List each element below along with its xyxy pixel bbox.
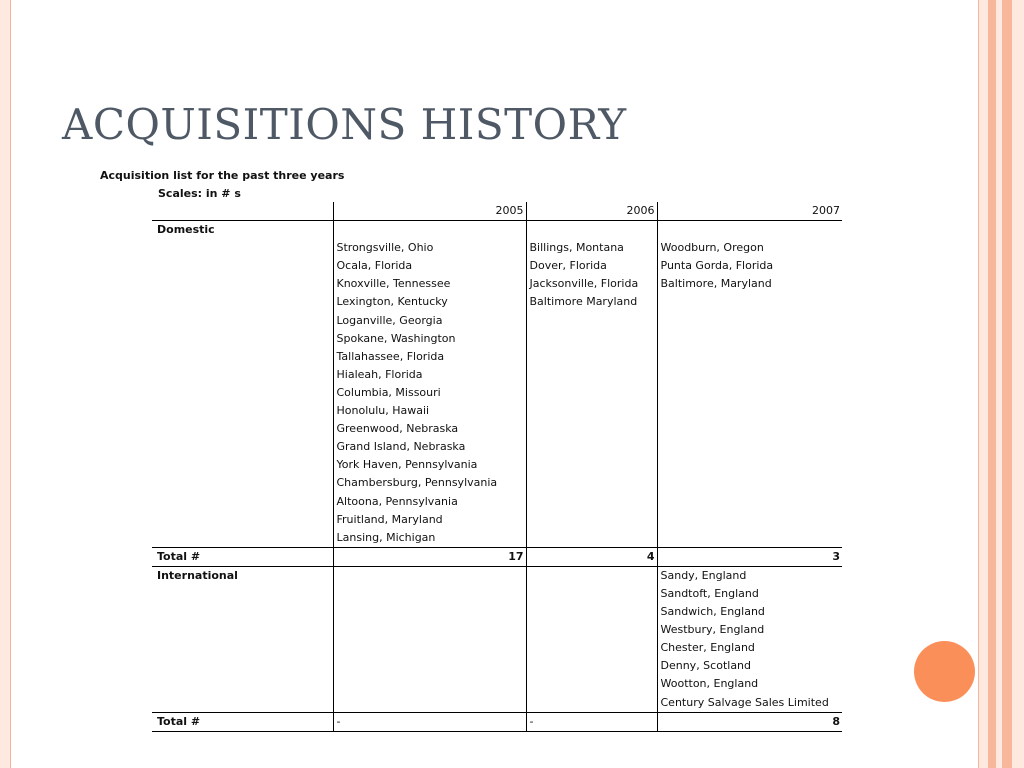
acquisition-location — [333, 603, 526, 621]
domestic-total-value: 3 — [657, 547, 842, 566]
table-row — [152, 420, 842, 438]
slide-frame-left — [0, 0, 11, 768]
table-row — [152, 293, 842, 311]
table-row — [152, 384, 842, 402]
acquisition-location — [526, 566, 657, 585]
acquisition-location — [657, 330, 842, 348]
acquisition-location — [526, 348, 657, 366]
acquisition-location: Sandy, England — [657, 566, 842, 585]
acquisition-location: Tallahassee, Florida — [333, 348, 526, 366]
acquisition-location: Strongsville, Ohio — [333, 239, 526, 257]
acquisition-location — [526, 529, 657, 548]
international-section-label: International — [157, 568, 238, 582]
acquisition-location: Grand Island, Nebraska — [333, 438, 526, 456]
acquisition-location: Columbia, Missouri — [333, 384, 526, 402]
row-label-blank — [152, 330, 333, 348]
row-label-blank — [152, 511, 333, 529]
acquisition-location — [657, 312, 842, 330]
row-label-blank — [152, 493, 333, 511]
domestic-total-value: 4 — [526, 547, 657, 566]
year-header-row — [152, 202, 842, 221]
row-label-blank — [152, 420, 333, 438]
acquisition-location — [526, 511, 657, 529]
acquisition-location — [526, 585, 657, 603]
acquisition-location: Century Salvage Sales Limited — [657, 694, 842, 713]
table-row — [152, 585, 842, 603]
acquisition-location — [333, 657, 526, 675]
row-label-blank — [152, 438, 333, 456]
row-label-blank — [152, 366, 333, 384]
table-row — [152, 438, 842, 456]
acquisition-location — [526, 675, 657, 693]
acquisition-sheet — [100, 168, 845, 758]
acquisition-location: Punta Gorda, Florida — [657, 257, 842, 275]
row-label-blank — [152, 657, 333, 675]
acquisition-location: Sandtoft, England — [657, 585, 842, 603]
empty-cell — [333, 221, 526, 240]
acquisition-location — [333, 639, 526, 657]
acquisition-location — [657, 348, 842, 366]
row-label-blank — [152, 603, 333, 621]
acquisition-location — [526, 366, 657, 384]
row-label-blank — [152, 275, 333, 293]
acquisition-location — [526, 639, 657, 657]
table-row — [152, 257, 842, 275]
acquisition-location — [657, 366, 842, 384]
domestic-total-row — [152, 547, 842, 566]
slide-frame-right — [978, 0, 1024, 768]
acquisition-location — [333, 566, 526, 585]
acquisition-location — [526, 330, 657, 348]
international-total-value: - — [333, 712, 526, 731]
table-row — [152, 312, 842, 330]
table-row — [152, 474, 842, 492]
row-label-blank — [152, 293, 333, 311]
acquisition-location — [333, 694, 526, 713]
row-label-blank — [152, 257, 333, 275]
acquisition-table — [152, 202, 842, 732]
acquisition-location: Greenwood, Nebraska — [333, 420, 526, 438]
acquisition-location — [657, 420, 842, 438]
acquisition-location: Billings, Montana — [526, 239, 657, 257]
acquisition-location — [526, 621, 657, 639]
international-total-row — [152, 712, 842, 731]
international-total-value: 8 — [657, 712, 842, 731]
accent-dot — [914, 641, 975, 702]
acquisition-location: Knoxville, Tennessee — [333, 275, 526, 293]
acquisition-location — [526, 402, 657, 420]
row-label-blank — [152, 312, 333, 330]
table-row — [152, 275, 842, 293]
acquisition-location — [333, 585, 526, 603]
empty-cell — [657, 221, 842, 240]
acquisition-location — [526, 438, 657, 456]
acquisition-location — [333, 675, 526, 693]
acquisition-location: York Haven, Pennsylvania — [333, 456, 526, 474]
acquisition-location: Baltimore Maryland — [526, 293, 657, 311]
acquisition-location: Westbury, England — [657, 621, 842, 639]
acquisition-location: Altoona, Pennsylvania — [333, 493, 526, 511]
acquisition-location — [657, 438, 842, 456]
header-blank — [152, 202, 333, 221]
table-row — [152, 402, 842, 420]
acquisition-location — [526, 603, 657, 621]
acquisition-location: Baltimore, Maryland — [657, 275, 842, 293]
acquisition-location — [657, 402, 842, 420]
acquisition-location — [526, 657, 657, 675]
sheet-heading: Acquisition list for the past three years — [100, 169, 345, 182]
row-label-blank — [152, 456, 333, 474]
domestic-section-label: Domestic — [157, 223, 215, 237]
row-label-blank — [152, 585, 333, 603]
acquisition-location: Honolulu, Hawaii — [333, 402, 526, 420]
acquisition-location — [526, 420, 657, 438]
acquisition-location — [657, 384, 842, 402]
domestic-total-value: 17 — [333, 547, 526, 566]
acquisition-location: Dover, Florida — [526, 257, 657, 275]
international-label-row — [152, 566, 842, 585]
table-row — [152, 675, 842, 693]
table-row — [152, 694, 842, 713]
domestic-label-row — [152, 221, 842, 240]
year-header: 2007 — [657, 202, 842, 221]
acquisition-location — [526, 384, 657, 402]
row-label-blank — [152, 675, 333, 693]
row-label-blank — [152, 348, 333, 366]
acquisition-location — [526, 694, 657, 713]
year-header: 2005 — [333, 202, 526, 221]
international-total-value: - — [526, 712, 657, 731]
table-row — [152, 239, 842, 257]
acquisition-location: Jacksonville, Florida — [526, 275, 657, 293]
table-row — [152, 330, 842, 348]
international-total-label: Total # — [152, 712, 333, 731]
row-label-blank — [152, 402, 333, 420]
acquisition-location — [657, 529, 842, 548]
row-label-blank — [152, 621, 333, 639]
acquisition-location: Lexington, Kentucky — [333, 293, 526, 311]
acquisition-location: Ocala, Florida — [333, 257, 526, 275]
sheet-scales: Scales: in # s — [158, 187, 241, 200]
row-label-blank — [152, 239, 333, 257]
row-label-blank — [152, 384, 333, 402]
acquisition-location: Chambersburg, Pennsylvania — [333, 474, 526, 492]
acquisition-location: Spokane, Washington — [333, 330, 526, 348]
empty-cell — [526, 221, 657, 240]
table-row — [152, 456, 842, 474]
acquisition-location: Fruitland, Maryland — [333, 511, 526, 529]
domestic-total-label: Total # — [152, 547, 333, 566]
acquisition-location — [526, 312, 657, 330]
row-label-blank — [152, 694, 333, 713]
table-row — [152, 639, 842, 657]
table-row — [152, 657, 842, 675]
acquisition-location — [526, 456, 657, 474]
table-row — [152, 493, 842, 511]
table-row — [152, 529, 842, 548]
acquisition-location — [526, 493, 657, 511]
acquisition-location: Denny, Scotland — [657, 657, 842, 675]
slide-title: ACQUISITIONS HISTORY — [62, 100, 627, 149]
table-row — [152, 603, 842, 621]
year-header: 2006 — [526, 202, 657, 221]
acquisition-location: Chester, England — [657, 639, 842, 657]
row-label-blank — [152, 529, 333, 548]
acquisition-location: Lansing, Michigan — [333, 529, 526, 548]
acquisition-location: Woodburn, Oregon — [657, 239, 842, 257]
acquisition-location: Hialeah, Florida — [333, 366, 526, 384]
row-label-blank — [152, 639, 333, 657]
acquisition-location: Sandwich, England — [657, 603, 842, 621]
acquisition-location — [657, 474, 842, 492]
row-label-blank — [152, 474, 333, 492]
acquisition-location — [657, 493, 842, 511]
table-row — [152, 348, 842, 366]
acquisition-location — [333, 621, 526, 639]
acquisition-location — [657, 511, 842, 529]
acquisition-location: Wootton, England — [657, 675, 842, 693]
table-row — [152, 511, 842, 529]
acquisition-location — [526, 474, 657, 492]
acquisition-location — [657, 456, 842, 474]
acquisition-location: Loganville, Georgia — [333, 312, 526, 330]
table-row — [152, 621, 842, 639]
acquisition-location — [657, 293, 842, 311]
table-row — [152, 366, 842, 384]
